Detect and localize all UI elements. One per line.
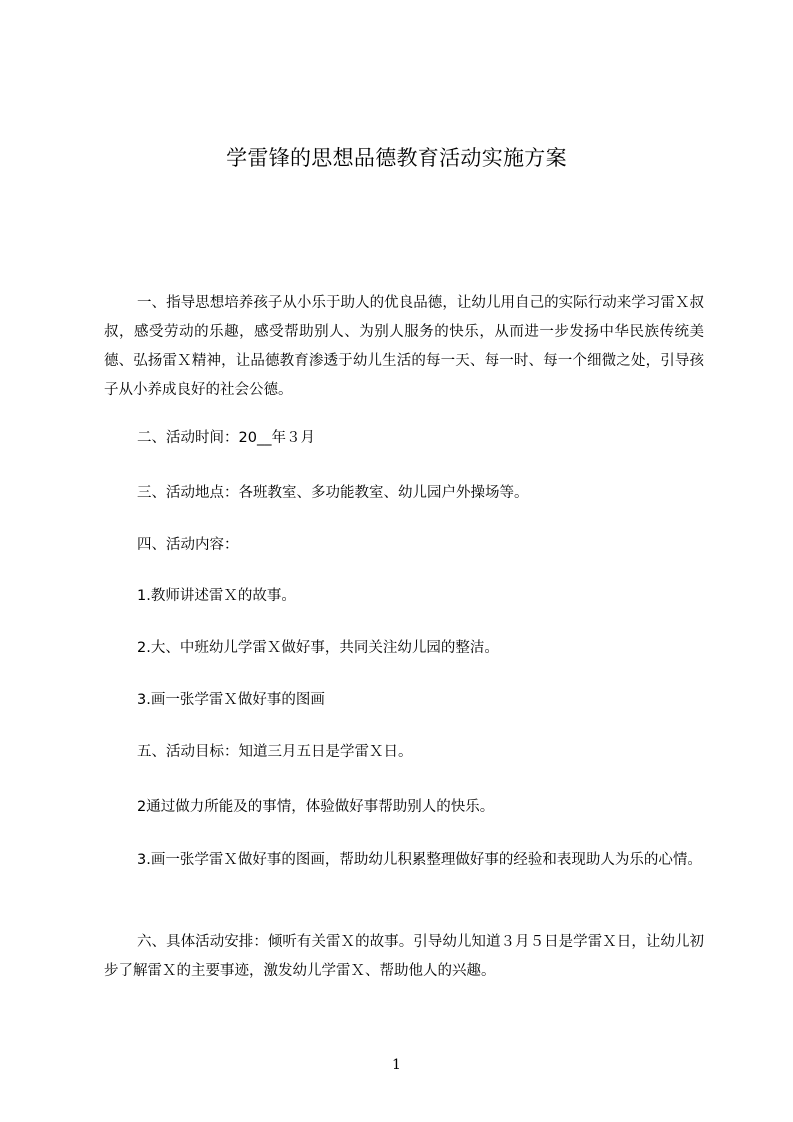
paragraph-activity-time: 二、活动时间：20__年３月 — [137, 430, 315, 446]
paragraph-activity-location: 三、活动地点：各班教室、多功能教室、幼儿园户外操场等。 — [137, 485, 529, 501]
paragraph-activity-goal: 五、活动目标：知道三月五日是学雷Ｘ日。 — [137, 744, 413, 760]
paragraph-content-item-2: 2.大、中班幼儿学雷Ｘ做好事，共同关注幼儿园的整洁。 — [137, 640, 499, 656]
paragraph-content-item-3: 3.画一张学雷Ｘ做好事的图画 — [137, 692, 325, 708]
paragraph-guiding-ideology: 一、指导思想培养孩子从小乐于助人的优良品德，让幼儿用自己的实际行动来学习雷Ｘ叔叔，感受劳动的乐趣，感受帮助别人、为别人服务的快乐，从而进一步发扬中华民族传统美德、弘扬雷Ｘ精神，让品德教育渗透于幼儿生活的每一天、每一时、每一个细微之处，引导孩子从小养成良好的社会公德。 — [104, 295, 704, 398]
page-number: 1 — [392, 1057, 401, 1073]
paragraph-goal-item-3: 3.画一张学雷Ｘ做好事的图画，帮助幼儿积累整理做好事的经验和表现助人为乐的心情。 — [137, 852, 702, 868]
document-title: 学雷锋的思想品德教育活动实施方案 — [226, 146, 567, 170]
paragraph-activity-schedule: 六、具体活动安排：倾听有关雷Ｘ的故事。引导幼儿知道３月５日是学雷Ｘ日，让幼儿初步了解雷Ｘ的主要事迹，激发幼儿学雷Ｘ、帮助他人的兴趣。 — [104, 934, 704, 979]
paragraph-goal-item-2: 2通过做力所能及的事情，体验做好事帮助别人的快乐。 — [137, 799, 495, 815]
paragraph-activity-content: 四、活动内容： — [137, 537, 239, 553]
paragraph-content-item-1: 1.教师讲述雷Ｘ的故事。 — [137, 588, 296, 604]
